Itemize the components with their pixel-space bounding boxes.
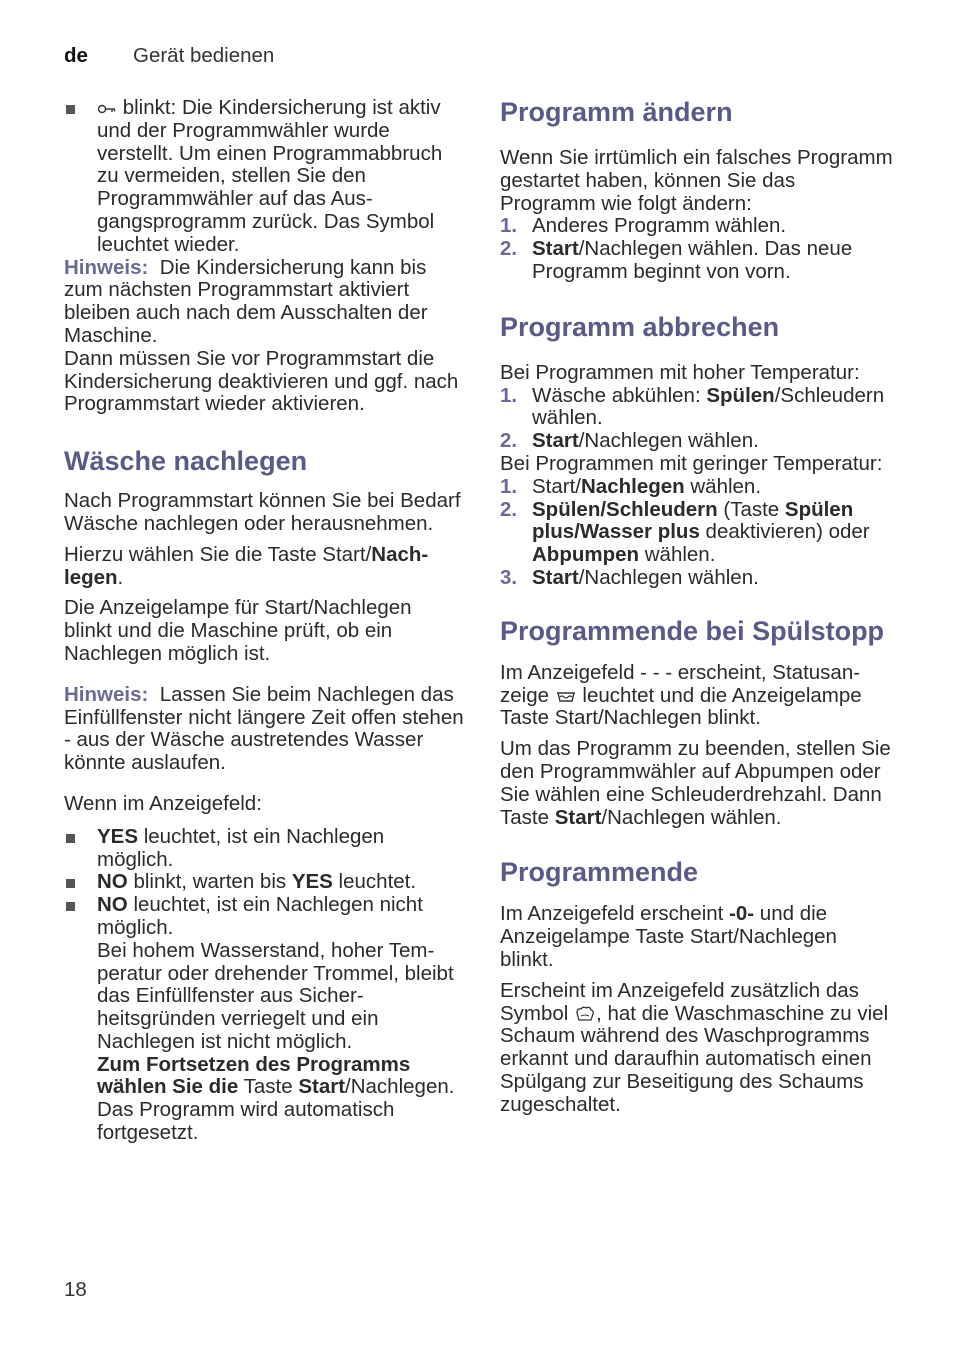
hint-label: Hinweis: (64, 255, 149, 279)
page-header (64, 45, 274, 68)
paragraph: Wenn Sie irrtümlich ein falsches Programm gestartet haben, können Sie das Programm wie folgt ändern: (500, 146, 893, 215)
list-item: 1. Anderes Programm wählen. (500, 214, 787, 238)
paragraph: Um das Programm zu beenden, stellen Sie den Programmwähler auf Abpumpen oder Sie wählen eine Schleuderdrehzahl. Dann Taste Start/Nachlegen wählen. (500, 737, 891, 829)
key-bullet-list (64, 97, 464, 257)
paragraph: Wenn im Anzeigefeld: (64, 791, 262, 815)
paragraph: Hierzu wählen Sie die Taste Start/Nachlegen. (64, 542, 429, 589)
heading-programmende-spuelstopp: Programmende bei Spülstopp (500, 615, 885, 646)
list-item: 1. Start/Nachlegen wählen. (500, 474, 762, 498)
foam-icon (574, 1006, 596, 1022)
abbrechen-steps-high (500, 385, 895, 453)
key-bullet-text: blinkt: Die Kindersicherung ist aktiv und der Programmwähler wurde verstellt. Um einen Programmabbruch zu vermeiden, stellen Sie den Programmwähler auf das Ausgangsprogramm zurück. Das Symbol leuchtet wieder. (97, 96, 443, 256)
hint-paragraph (64, 257, 464, 348)
list-item: 2. Start/Nachlegen wählen. Das neue Programm beginnt von vorn. (500, 237, 853, 283)
rinse-hold-icon (555, 688, 577, 704)
abbrechen-steps-low (500, 476, 895, 590)
hint-text: Die Kindersicherung kann bis zum nächsten Programmstart aktiviert bleiben auch nach dem Ausschalten der Maschine. (64, 255, 428, 347)
list-item: NO leuchtet, ist ein Nachlegen nicht möglich. Bei hohem Wasserstand, hoher Temperatur oder drehender Trommel, bleibt das Einfüllfenster aus Sicherheitsgründen verriegelt und ein Nachlegen ist nicht möglich. Zum Fortsetzen des Programms wählen Sie die Taste Start/Nachlegen. Das Programm wird automatisch fortgesetzt. (64, 894, 464, 1145)
hint-paragraph-2: Dann müssen Sie vor Programmstart die Kindersicherung deaktivieren und ggf. nach Programmstart wieder aktivieren. (64, 346, 459, 416)
paragraph: Die Anzeigelampe für Start/Nachlegen blinkt und die Maschine prüft, ob ein Nachlegen möglich ist. (64, 596, 412, 665)
paragraph: Bei Programmen mit geringer Temperatur: (500, 451, 883, 475)
section-title: Gerät bedienen (133, 44, 275, 67)
language-code: de (64, 44, 88, 67)
aendern-steps (500, 215, 895, 283)
paragraph: Im Anzeigefeld - - - erscheint, Statusanzeige leuchtet und die Anzeigelampe Taste Start/Nachlegen blinkt. (500, 660, 862, 730)
right-column (500, 97, 895, 1117)
list-item (64, 97, 464, 257)
page-number: 18 (64, 1278, 87, 1301)
key-icon (97, 103, 117, 115)
list-item: 1. Wäsche abkühlen: Spülen/Schleudern wählen. (500, 383, 885, 430)
heading-programm-aendern: Programm ändern (500, 97, 733, 127)
heading-programm-abbrechen: Programm abbrechen (500, 311, 780, 342)
list-item: YES leuchtet, ist ein Nachlegen möglich. (64, 826, 464, 872)
list-item: NO blinkt, warten bis YES leuchtet. (64, 871, 464, 894)
hint-label: Hinweis: (64, 682, 149, 706)
display-status-list (64, 826, 464, 1145)
paragraph: Nach Programmstart können Sie bei Bedarf Wäsche nachlegen oder herausnehmen. (64, 489, 461, 535)
heading-waesche-nachlegen: Wäsche nachlegen (64, 446, 308, 477)
list-item: 2. Start/Nachlegen wählen. (500, 429, 759, 453)
left-column (64, 97, 464, 1145)
paragraph: Erscheint im Anzeigefeld zusätzlich das Symbol , hat die Waschmaschine zu viel Schaum während des Waschprogramms erkannt und daraufhin automatisch einen Spülgang zur Beseitigung des Schaums zugeschaltet. (500, 978, 889, 1116)
paragraph: Bei Programmen mit hoher Temperatur: (500, 360, 860, 384)
heading-programmende: Programmende (500, 857, 699, 888)
hint-text: Lassen Sie beim Nachlegen das Einfüllfenster nicht längere Zeit offen stehen - aus der Wäsche austretendes Wasser könnte auslaufen. (64, 682, 464, 775)
list-item: 3. Start/Nachlegen wählen. (500, 565, 759, 589)
paragraph: Im Anzeigefeld erscheint -0- und die Anzeigelampe Taste Start/Nachlegen blinkt. (500, 902, 837, 971)
hint-paragraph (64, 684, 464, 775)
list-item: 2. Spülen/Schleudern (Taste Spülen plus/Wasser plus deaktivieren) oder Abpumpen wählen. (500, 497, 870, 567)
